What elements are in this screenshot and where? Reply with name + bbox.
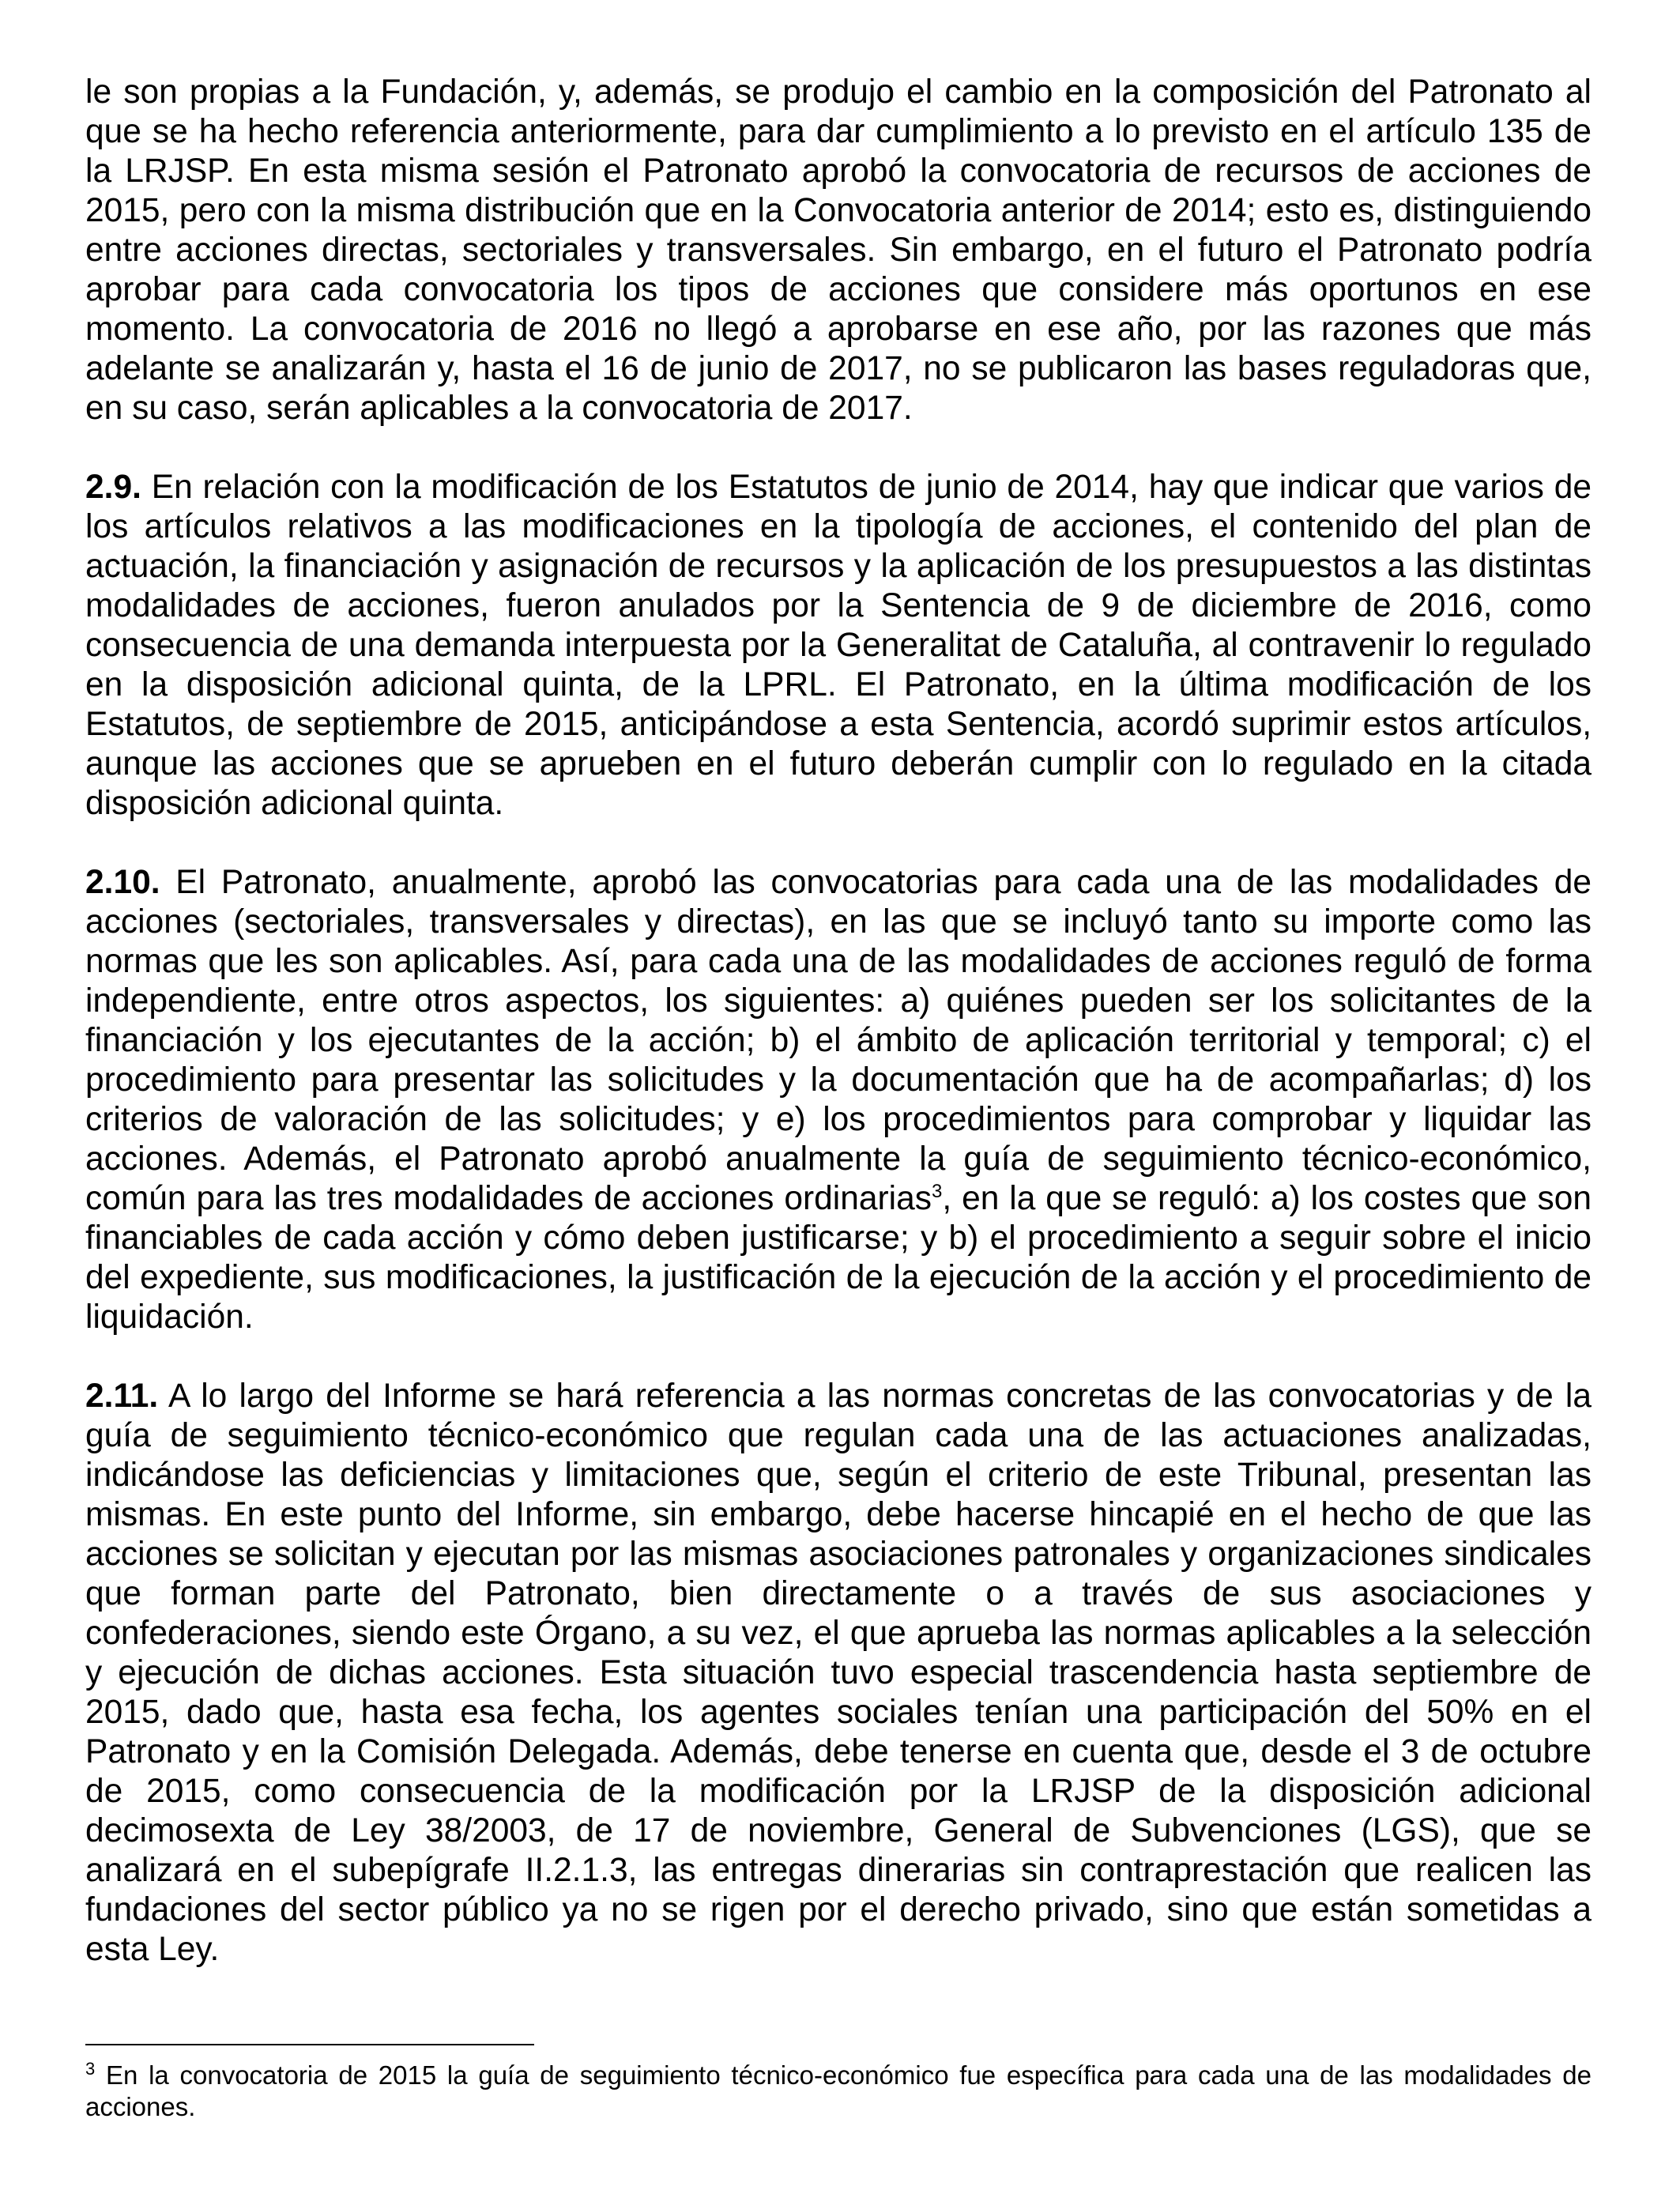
paragraph-continuation bbox=[85, 73, 1591, 428]
paragraph-text: En relación con la modificación de los Estatutos de junio de 2014, hay que indicar que varios de los artículos relativos a las modificaciones en la tipología de acciones, el contenido del plan de actuación, la financiación y asignación de recursos y la aplicación de los presupuestos a las distintas modalidades de acciones, fueron anulados por la Sentencia de 9 de diciembre de 2016, como consecuencia de una demanda interpuesta por la Generalitat de Cataluña, al contravenir lo regulado en la disposición adicional quinta, de la LPRL. El Patronato, en la última modificación de los Estatutos, de septiembre de 2015, anticipándose a esta Sentencia, acordó suprimir estos artículos, aunque las acciones que se aprueben en el futuro deberán cumplir con lo regulado en la citada disposición adicional quinta. bbox=[85, 469, 1591, 822]
paragraph-text: El Patronato, anualmente, aprobó las convocatorias para cada una de las modalidades de acciones (sectoriales, transversales y directas), en las que se incluyó tanto su importe como las normas que les son aplicables. Así, para cada una de las modalidades de acciones reguló de forma independiente, entre otros aspectos, los siguientes: a) quiénes pueden ser los solicitantes de la financiación y los ejecutantes de la acción; b) el ámbito de aplicación territorial y temporal; c) el procedimiento para presentar las solicitudes y la documentación que ha de acompañarlas; d) los criterios de valoración de las solicitudes; y e) los procedimientos para comprobar y liquidar las acciones. Además, el Patronato aprobó anualmente la guía de seguimiento técnico-económico, común para las tres modalidades de acciones ordinarias bbox=[85, 864, 1592, 1217]
paragraph-text: A lo largo del Informe se hará referencia a las normas concretas de las convocatorias y de la guía de seguimiento técnico-económico que regulan cada una de las actuaciones analizadas, indicándose las deficiencias y limitaciones que, según el criterio de este Tribunal, presentan las mismas. En este punto del Informe, sin embargo, debe hacerse hincapié en el hecho de que las acciones se solicitan y ejecutan por las mismas asociaciones patronales y organizaciones sindicales que forman parte del Patronato, bien directamente o a través de sus asociaciones y confederaciones, siendo este Órgano, a su vez, el que aprueba las normas aplicables a la selección y ejecución de dichas acciones. Esta situación tuvo especial trascendencia hasta septiembre de 2015, dado que, hasta esa fecha, los agentes sociales tenían una participación del 50% en el Patronato y en la Comisión Delegada. Además, debe tenerse en cuenta que, desde el 3 de octubre de 2015, como consecuencia de la modificación por la LRJSP de la disposición adicional decimosexta de Ley 38/2003, de 17 de noviembre, General de Subvenciones (LGS), que se analizará en el subepígrafe II.2.1.3, las entregas dinerarias sin contraprestación que realicen las fundaciones del sector público ya no se rigen por el derecho privado, sino que están sometidas a esta Ley. bbox=[85, 1378, 1591, 1968]
paragraph-text-continued: , en la que se reguló: a) los costes que son financiables de cada acción y cómo deben justificarse; y b) el procedimiento a seguir sobre el inicio del expediente, sus modificaciones, la justificación de la ejecución de la acción y el procedimiento de liquidación. bbox=[85, 1180, 1591, 1336]
paragraph-number: 2.10. bbox=[85, 864, 160, 901]
footnote bbox=[85, 2060, 1591, 2123]
document-body bbox=[85, 73, 1591, 1970]
footnote-text: En la convocatoria de 2015 la guía de seguimiento técnico-económico fue específica para cada una de las modalidades de acciones. bbox=[85, 2060, 1591, 2121]
footnote-reference: 3 bbox=[931, 1180, 943, 1202]
paragraph-2-10 bbox=[85, 863, 1591, 1337]
paragraph-text: le son propias a la Fundación, y, además, se produjo el cambio en la composición del Patronato al que se ha hecho referencia anteriormente, para dar cumplimiento a lo previsto en el artículo 135 de la LRJSP. En esta misma sesión el Patronato aprobó la convocatoria de recursos de acciones de 2015, pero con la misma distribución que en la Convocatoria anterior de 2014; esto es, distinguiendo entre acciones directas, sectoriales y transversales. Sin embargo, en el futuro el Patronato podría aprobar para cada convocatoria los tipos de acciones que considere más oportunos en ese momento. La convocatoria de 2016 no llegó a aprobarse en ese año, por las razones que más adelante se analizarán y, hasta el 16 de junio de 2017, no se publicaron las bases reguladoras que, en su caso, serán aplicables a la convocatoria de 2017. bbox=[85, 74, 1591, 427]
paragraph-2-11 bbox=[85, 1377, 1591, 1970]
paragraph-number: 2.11. bbox=[85, 1378, 159, 1415]
footnote-separator bbox=[85, 2044, 534, 2045]
footnote-marker: 3 bbox=[85, 2059, 96, 2079]
paragraph-number: 2.9. bbox=[85, 469, 141, 506]
paragraph-2-9 bbox=[85, 468, 1591, 824]
